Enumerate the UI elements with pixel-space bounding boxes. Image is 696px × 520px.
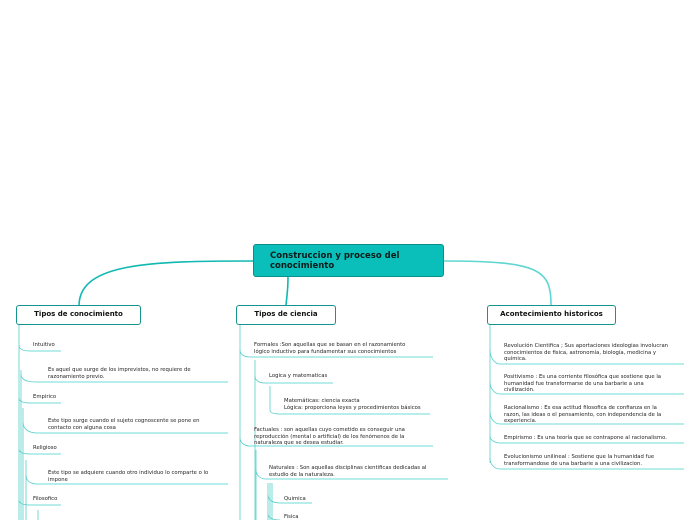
subtopic-evolucionismo-unilineal[interactable]: Evolucionismo unilineal : Sostiene que la humanidad fue transformandose de una barbarie a una civilizacion. — [504, 454, 655, 467]
subtopic-empirismo[interactable]: Empirismo : Es una teoría que se contrapone al racionalismo. — [504, 435, 667, 441]
subtopic-empirico-desc[interactable]: Este tipo surge cuando el sujeto cognoscente se pone en contacto con alguna cosa — [48, 418, 200, 431]
topic-acontecimiento-historicos[interactable]: Acontecimiento historicos — [487, 305, 616, 325]
subtopic-religioso-desc[interactable]: Este tipo se adquiere cuando otro individuo lo comparte o lo impone — [48, 470, 209, 483]
subtopic-logica-matematicas[interactable]: Logica y matematicas — [269, 373, 328, 379]
subtopic-positivismo[interactable]: Positivismo : Es una corriente filosófica que sostiene que la humanidad fue transformarse de una barbarie a una civilización. — [504, 374, 662, 394]
subtopic-racionalismo[interactable]: Racionalismo : Es esa actitud filosofica de confianza en la razon, las ideas o el pensamiento, con independencia de la experiencia. — [504, 405, 662, 425]
subtopic-naturales[interactable]: Naturales : Son aquellas disciplinas cientificas dedicadas al estudio de la naturaleza. — [269, 465, 427, 478]
subtopic-intuitivo-desc[interactable]: Es aquel que surge de los imprevistos, no requiere de razonamiento previo. — [48, 367, 191, 380]
subtopic-empirico[interactable]: Empirico — [33, 394, 57, 400]
subtopic-religioso[interactable]: Religioso — [33, 445, 57, 451]
subtopic-quimica[interactable]: Quimica — [284, 496, 306, 502]
topic-tipos-de-conocimiento[interactable]: Tipos de conocimiento — [16, 305, 141, 325]
subtopic-factuales[interactable]: Factuales : son aquellas cuyo cometido es conseguir una reproducción (mental o artificial) de los fenómenos de la naturaleza que se desea estudiar. — [254, 427, 405, 447]
subtopic-intuitivo[interactable]: Intuitivo — [33, 342, 55, 348]
subtopic-filosofico[interactable]: Filosofico — [33, 496, 58, 502]
subtopic-revolucion-cientifica[interactable]: Revolución Cientifica ; Sus aportaciones ideologias involucran conocimientos de fisica, astronomía, biología, medicina y química. — [504, 343, 669, 363]
subtopic-formales[interactable]: Formales :Son aquellas que se basan en el razonamiento lógico inductivo para fundamentar sus conocimientos — [254, 342, 406, 355]
root-to-tipos-conocimiento-connector — [79, 261, 253, 305]
root-to-acontecimiento-connector — [444, 261, 551, 305]
subtopic-matematicas-logica-desc[interactable]: Matemáticas: ciencia exacta Lógica: proporciona leyes y procedimientos básicos — [284, 398, 421, 411]
subtopic-fisica[interactable]: Fisica — [284, 514, 299, 520]
root-to-tipos-ciencia-connector — [286, 277, 288, 305]
topic-tipos-de-ciencia[interactable]: Tipos de ciencia — [236, 305, 336, 325]
root-topic[interactable]: Construccion y proceso del conocimiento — [253, 244, 444, 277]
